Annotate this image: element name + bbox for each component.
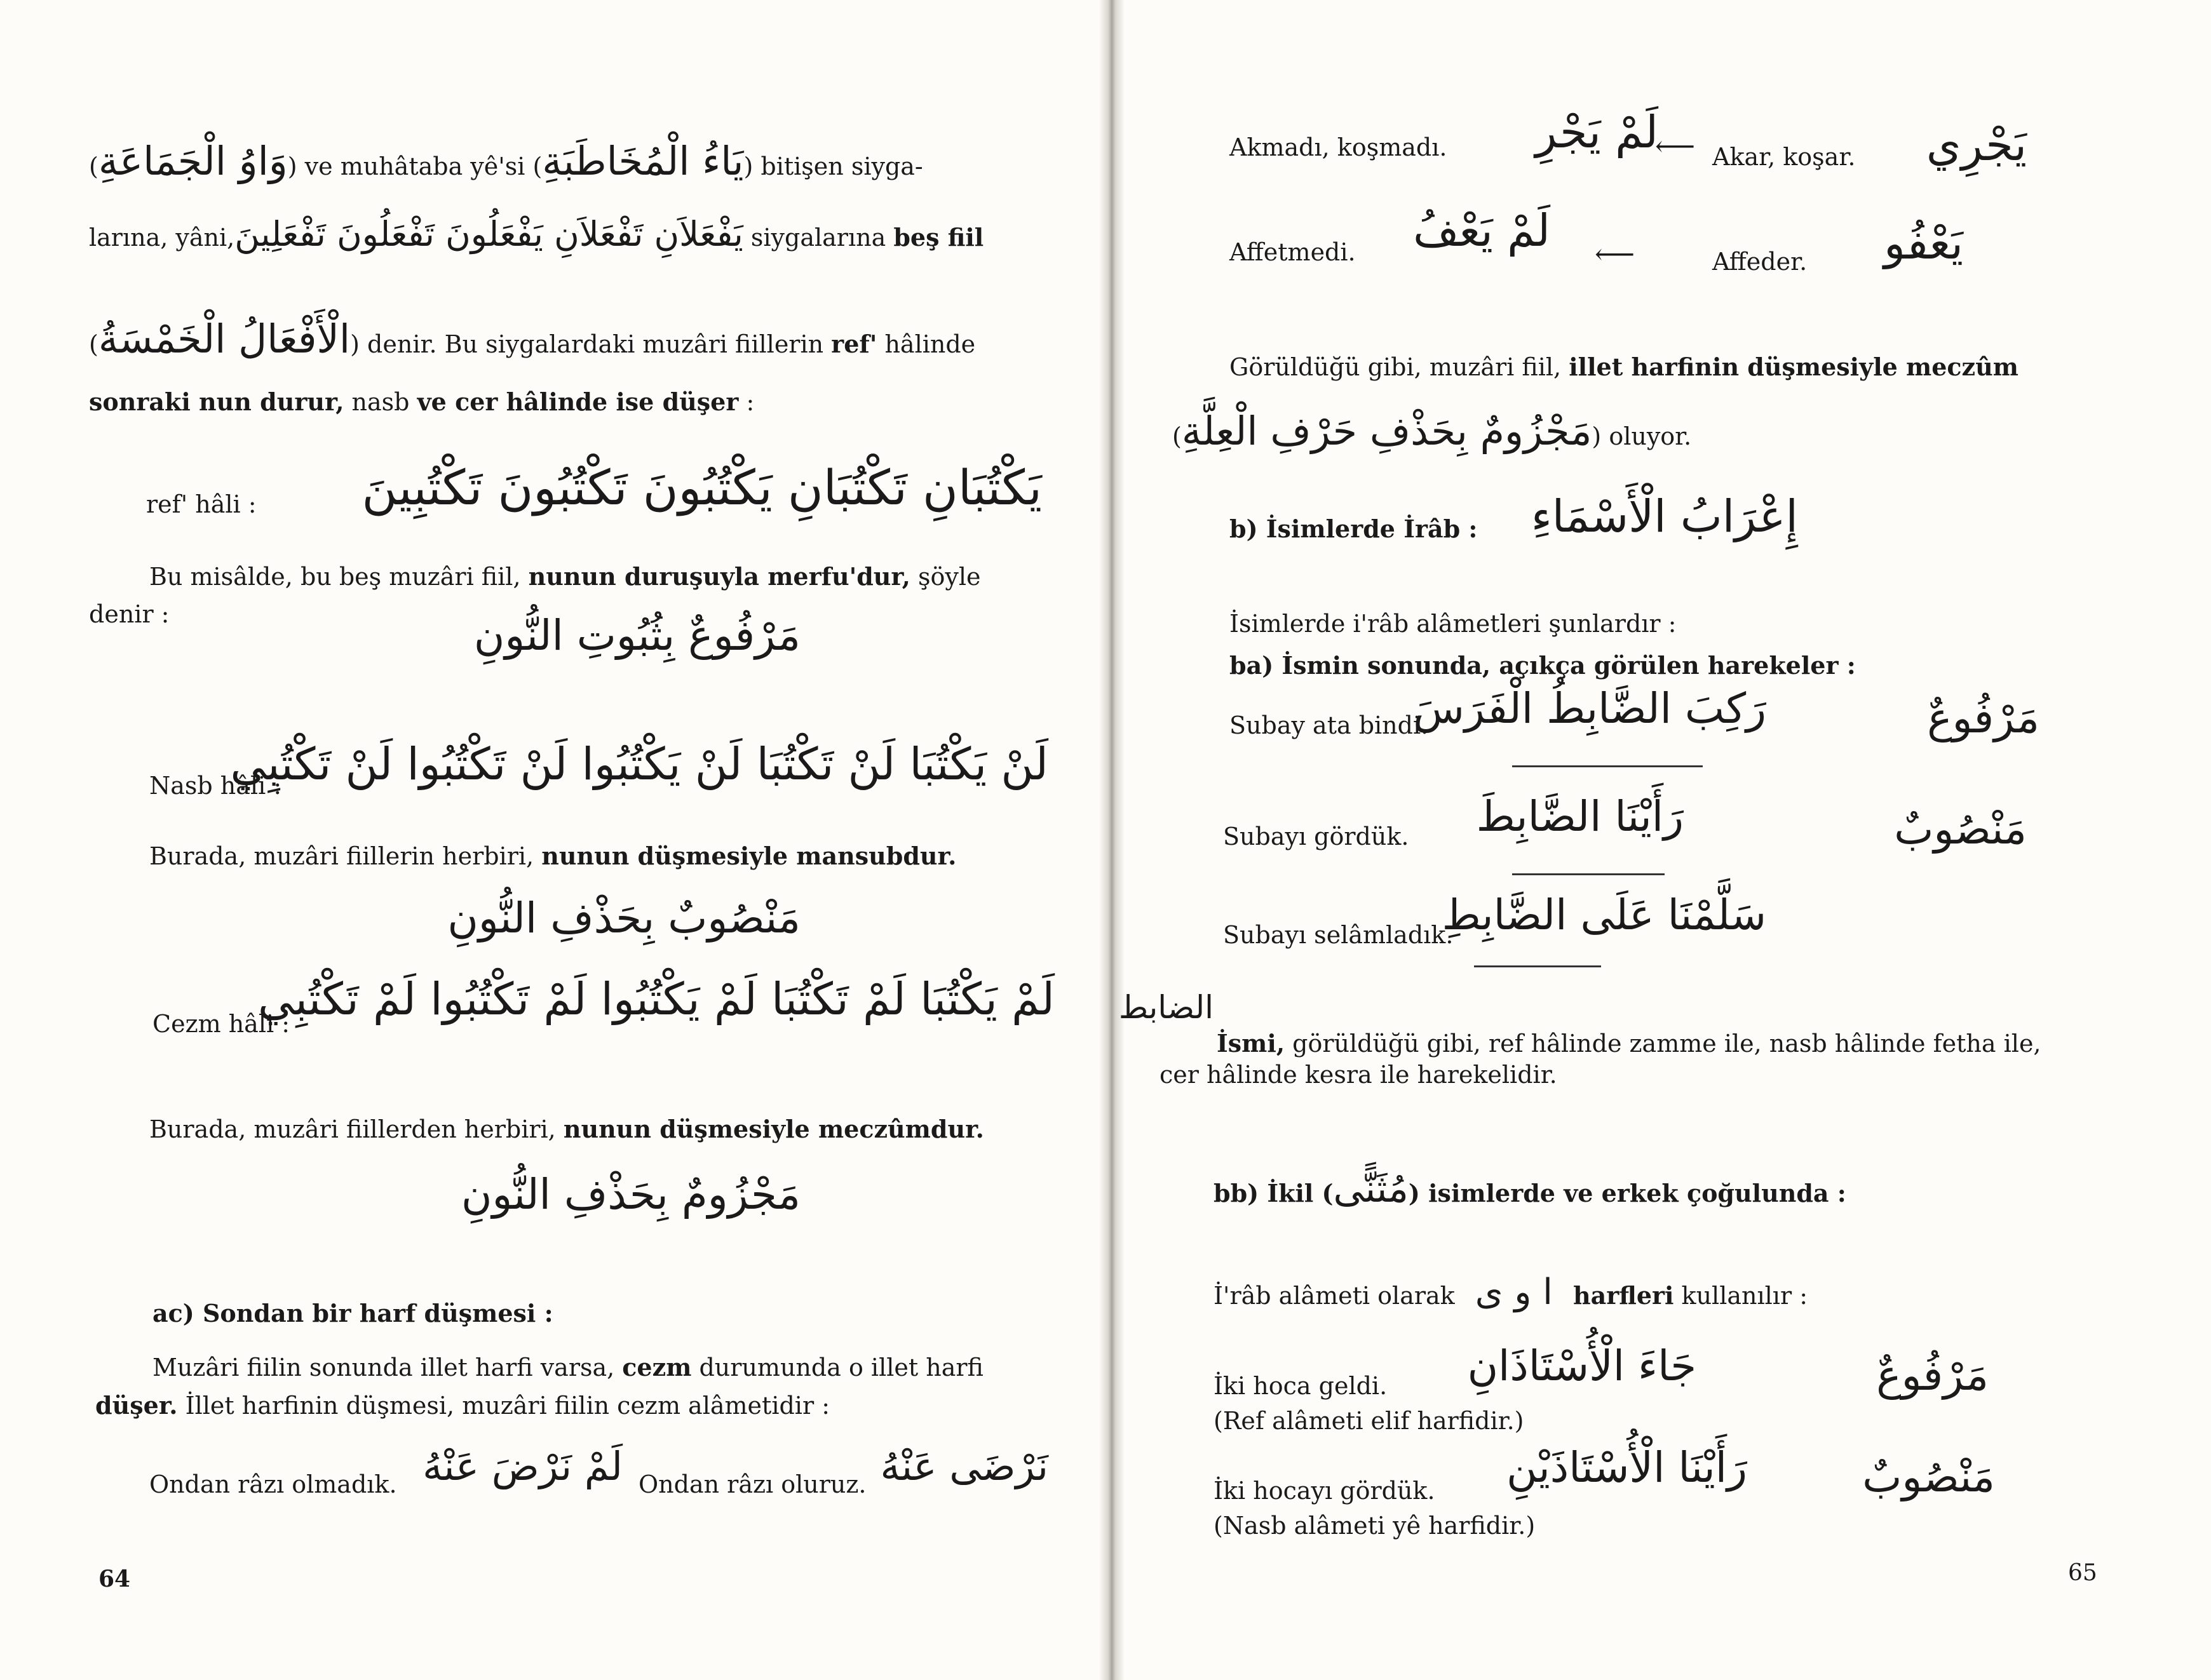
divider-1 bbox=[1512, 765, 1703, 767]
yafu-arabic: يَعْفُو bbox=[1884, 217, 1963, 269]
irab-alameti-line: İ'râb alâmeti olarak ا و ى harfleri kullanılır : bbox=[1214, 1272, 1808, 1313]
raayna-arabic: رَأَيْنَا الضَّابِطَ bbox=[1476, 792, 1684, 841]
akar-text: Akar, koşar. bbox=[1712, 143, 1856, 171]
isimlerde-text: İsimlerde i'râb alâmetleri şunlardır : bbox=[1229, 610, 1677, 638]
iki-hocayi-gorduk: İki hocayı gördük. bbox=[1214, 1477, 1435, 1505]
arabic-afal-khamsa: الْأَفْعَالُ الْخَمْسَةُ bbox=[98, 316, 351, 362]
divider-2 bbox=[1512, 873, 1665, 875]
para-ac-line-2: düşer. İllet harfinin düşmesi, muzâri fiilin cezm alâmetidir : bbox=[95, 1391, 830, 1420]
subay-ata-bindi: Subay ata bindi. bbox=[1229, 711, 1429, 739]
ref-hali-arabic: يَكْتُبَانِ تَكْتُبَانِ يَكْتُبُونَ تَكْتُبُونَ تَكْتُبِينَ bbox=[362, 459, 1042, 516]
denir-label: denir : bbox=[89, 600, 170, 628]
sallamna-arabic: سَلَّمْنَا عَلَى الضَّابِطِ bbox=[1442, 890, 1766, 939]
ref-hali-label: ref' hâli : bbox=[146, 490, 257, 518]
affetmedi-text: Affetmedi. bbox=[1229, 238, 1356, 266]
goruldugu-line-1: Görüldüğü gibi, muzâri fiil, illet harfinin düşmesiyle meczûm bbox=[1229, 353, 2018, 381]
ondan-razi-olmadik: Ondan râzı olmadık. bbox=[149, 1470, 397, 1498]
goruldugu-line-2: (مَجْزُومٌ بِحَذْفِ حَرْفِ الْعِلَّةِ) oluyor. bbox=[1172, 408, 1692, 454]
para-ac-line-1: Muzâri fiilin sonunda illet harfi varsa, cezm durumunda o illet harfi bbox=[152, 1353, 984, 1381]
rakiba-arabic: رَكِبَ الضَّابِطُ الْفَرَسَ bbox=[1413, 684, 1766, 733]
left-line-3: (الْأَفْعَالُ الْخَمْسَةُ) denir. Bu siygalardaki muzâri fiillerin ref' hâlinde bbox=[89, 316, 976, 362]
divider-3 bbox=[1474, 965, 1601, 967]
arabic-five-forms: يَفْعَلاَنِ تَفْعَلاَنِ يَفْعَلُونَ تَفْعَلُونَ تَفْعَلِينَ bbox=[234, 214, 743, 254]
akmadi-text: Akmadı, koşmadı. bbox=[1229, 133, 1447, 161]
page-number-left: 64 bbox=[98, 1566, 131, 1592]
mansub-bi-hazf-arabic: مَنْصُوبٌ بِحَذْفِ النُّونِ bbox=[447, 894, 801, 943]
burada-mansub-line: Burada, muzâri fiillerin herbiri, nunun düşmesiyle mansubdur. bbox=[149, 842, 957, 870]
nasb-hali-arabic: لَنْ يَكْتُبَا لَنْ تَكْتُبَا لَنْ يَكْتُبُوا لَنْ تَكْتُبُوا لَنْ تَكْتُبِي bbox=[230, 738, 1048, 790]
heading-b: b) İsimlerde İrâb : bbox=[1229, 514, 1478, 543]
ismi-line-2: cer hâlinde kesra ile harekelidir. bbox=[1160, 1061, 1557, 1089]
merfu-bi-subut-arabic: مَرْفُوعٌ بِثُبُوتِ النُّونِ bbox=[473, 611, 801, 660]
iki-hoca-geldi: İki hoca geldi. bbox=[1214, 1372, 1388, 1400]
lam-narda-arabic: لَمْ نَرْضَ عَنْهُ bbox=[423, 1443, 623, 1489]
ondan-razi-oluruz: Ondan râzı oluruz. bbox=[639, 1470, 867, 1498]
arabic-ya-muhataba: يَاءُ الْمُخَاطَبَةِ bbox=[542, 138, 744, 184]
heading-ba: ba) İsmin sonunda, açıkça görülen harekeler : bbox=[1229, 651, 1856, 680]
nardaa-arabic: نَرْضَى عَنْهُ bbox=[880, 1443, 1048, 1489]
left-line-1: (وَاوُ الْجَمَاعَةِ) ve muhâtaba yê'si (يَاءُ الْمُخَاطَبَةِ) bitişen siyga- bbox=[89, 138, 923, 184]
book-gutter bbox=[1099, 0, 1125, 1680]
mansub-arabic: مَنْصُوبٌ bbox=[1894, 805, 2027, 854]
cezm-hali-arabic: لَمْ يَكْتُبَا لَمْ تَكْتُبَا لَمْ يَكْتُبُوا لَمْ تَكْتُبُوا لَمْ تَكْتُبِي bbox=[258, 973, 1055, 1025]
raayna-al-ustazayn-arabic: رَأَيْنَا الْأُسْتَاذَيْنِ bbox=[1506, 1443, 1747, 1492]
ismi-arabic: الضابط bbox=[1118, 989, 1214, 1026]
burada-meczum-line: Burada, muzâri fiillerden herbiri, nunun düşmesiyle meczûmdur. bbox=[149, 1115, 984, 1143]
arabic-vav-jamaa: وَاوُ الْجَمَاعَةِ bbox=[98, 138, 288, 184]
jaa-al-ustazan-arabic: جَاءَ الْأُسْتَاذَانِ bbox=[1467, 1341, 1696, 1390]
lam-yajri-arabic: لَمْ يَجْرِ bbox=[1535, 106, 1658, 158]
harf-letters-arabic: ا و ى bbox=[1475, 1272, 1553, 1313]
nasb-note: (Nasb alâmeti yê harfidir.) bbox=[1214, 1512, 1536, 1540]
ismi-line-1: İsmi, görüldüğü gibi, ref hâlinde zamme ile, nasb hâlinde fetha ile, bbox=[1217, 1029, 2041, 1058]
nasb-hali-label: Nasb hâli : bbox=[149, 772, 282, 800]
cezm-hali-label: Cezm hâli : bbox=[152, 1010, 290, 1038]
merfu-arabic: مَرْفُوعٌ bbox=[1927, 694, 2039, 743]
mansub-arabic-2: مَنْصُوبٌ bbox=[1862, 1453, 1995, 1502]
arrow-2-icon: ⟵ bbox=[1595, 238, 1635, 271]
lam-yafu-arabic: لَمْ يَعْفُ bbox=[1413, 205, 1550, 257]
meczum-bi-hazf-arabic: مَجْزُومٌ بِحَذْفِ النُّونِ bbox=[461, 1170, 801, 1219]
ref-note: (Ref alâmeti elif harfidir.) bbox=[1214, 1407, 1524, 1435]
misal-line: Bu misâlde, bu beş muzâri fiil, nunun duruşuyla merfu'dur, şöyle bbox=[149, 562, 981, 591]
musanna-arabic: مُثَنًّى bbox=[1333, 1167, 1409, 1211]
left-line-4: sonraki nun durur, nasb ve cer hâlinde ise düşer : bbox=[89, 387, 755, 416]
left-line-2: larına, yâni,يَفْعَلاَنِ تَفْعَلاَنِ يَفْعَلُونَ تَفْعَلُونَ تَفْعَلِينَ siygalarına beş fiil bbox=[89, 214, 984, 254]
subayi-selamladik: Subayı selâmladık. bbox=[1223, 921, 1454, 949]
merfu-arabic-2: مَرْفُوعٌ bbox=[1876, 1351, 1989, 1400]
page-number-right: 65 bbox=[2068, 1560, 2097, 1586]
arrow-1-icon: ⟵ bbox=[1655, 130, 1696, 163]
heading-ac: ac) Sondan bir harf düşmesi : bbox=[152, 1299, 553, 1327]
subayi-gorduk: Subayı gördük. bbox=[1223, 823, 1409, 850]
majzum-bi-hazf-harf-arabic: مَجْزُومٌ بِحَذْفِ حَرْفِ الْعِلَّةِ bbox=[1181, 408, 1592, 454]
irab-al-asma-arabic: إِعْرَابُ الْأَسْمَاءِ bbox=[1531, 490, 1798, 542]
heading-bb: bb) İkil (مُثَنًّى) isimlerde ve erkek çoğulunda : bbox=[1214, 1167, 1846, 1211]
affeder-text: Affeder. bbox=[1712, 248, 1808, 276]
yajri-arabic: يَجْرِي bbox=[1926, 119, 2027, 171]
